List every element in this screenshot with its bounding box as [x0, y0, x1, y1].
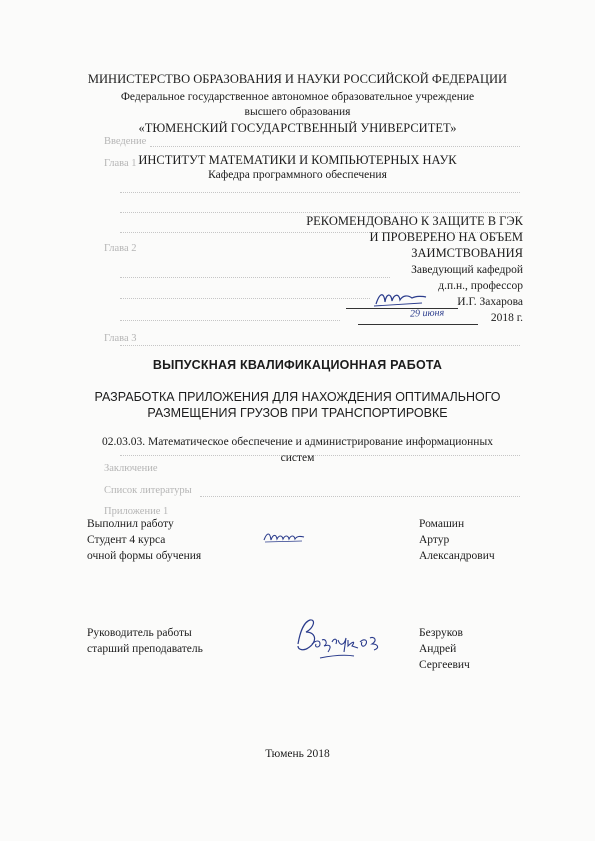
- approver-name: И.Г. Захарова: [457, 296, 523, 308]
- author-role-3: очной формы обучения: [87, 550, 202, 562]
- author-role-1: Выполнил работу: [87, 518, 174, 530]
- approval-date-handwritten: 29 июня: [409, 307, 445, 320]
- work-title-line-2: РАЗМЕЩЕНИЯ ГРУЗОВ ПРИ ТРАНСПОРТИРОВКЕ: [147, 406, 448, 420]
- work-type: ВЫПУСКНАЯ КВАЛИФИКАЦИОННАЯ РАБОТА: [152, 358, 443, 372]
- bleed-item: Глава 3: [104, 333, 137, 344]
- supervisor-patronymic: Сергеевич: [419, 659, 470, 671]
- author-patronymic: Александрович: [419, 550, 495, 562]
- author-role-2: Студент 4 курса: [87, 534, 166, 546]
- approval-year: 2018 г.: [490, 312, 523, 324]
- bleed-item: Список литературы: [104, 485, 192, 496]
- approver-degree: д.п.н., профессор: [438, 280, 523, 292]
- bleed-item: Глава 2: [104, 243, 137, 254]
- supervisor-role-2: старший преподаватель: [87, 643, 203, 655]
- approver-signature: [372, 286, 428, 310]
- specialty-line-1: 02.03.03. Математическое обеспечение и администрирование информационных: [102, 436, 493, 448]
- author-first-name: Артур: [419, 534, 450, 546]
- specialty-line-2: систем: [280, 452, 315, 464]
- author-signature: [262, 528, 306, 546]
- institute-name: ИНСТИТУТ МАТЕМАТИКИ И КОМПЬЮТЕРНЫХ НАУК: [138, 153, 457, 167]
- work-title-line-1: РАЗРАБОТКА ПРИЛОЖЕНИЯ ДЛЯ НАХОЖДЕНИЯ ОПТИМАЛЬНОГО: [94, 390, 501, 404]
- department-name: Кафедра программного обеспечения: [208, 169, 387, 181]
- bleed-item: Заключение: [104, 463, 158, 474]
- date-line: [358, 324, 478, 325]
- supervisor-role-1: Руководитель работы: [87, 627, 192, 639]
- author-surname: Ромашин: [419, 518, 465, 530]
- approver-position: Заведующий кафедрой: [411, 264, 523, 276]
- city-year: Тюмень 2018: [265, 748, 330, 760]
- supervisor-signature: [290, 614, 386, 672]
- supervisor-first-name: Андрей: [419, 643, 457, 655]
- bleed-item: Глава 1: [104, 158, 137, 169]
- institution-level: высшего образования: [244, 106, 351, 118]
- ministry-title: МИНИСТЕРСТВО ОБРАЗОВАНИЯ И НАУКИ РОССИЙСКОЙ ФЕДЕРАЦИИ: [87, 72, 508, 86]
- bleed-item: Введение: [104, 136, 147, 147]
- approval-line-1: РЕКОМЕНДОВАНО К ЗАЩИТЕ В ГЭК: [306, 214, 523, 228]
- approval-line-2: И ПРОВЕРЕНО НА ОБЪЕМ: [369, 230, 523, 244]
- bleed-item: Приложение 1: [104, 506, 169, 517]
- institution-type: Федеральное государственное автономное образовательное учреждение: [120, 91, 475, 103]
- approval-line-3: ЗАИМСТВОВАНИЯ: [411, 246, 523, 260]
- university-name: «ТЮМЕНСКИЙ ГОСУДАРСТВЕННЫЙ УНИВЕРСИТЕТ»: [138, 121, 457, 135]
- supervisor-surname: Безруков: [419, 627, 463, 639]
